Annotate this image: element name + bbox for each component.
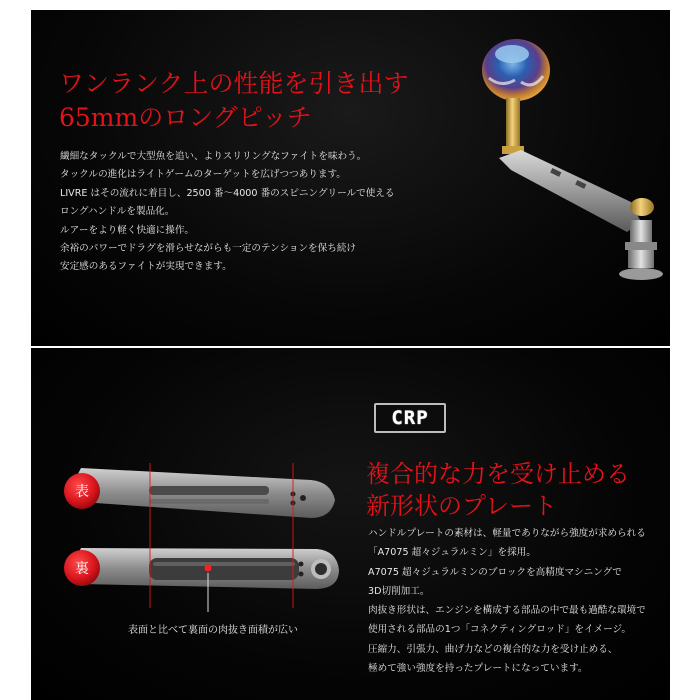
gold-shaft — [506, 98, 520, 150]
crp-badge-label: CRP — [391, 407, 429, 429]
top-body-line: ロングハンドルを製品化。 — [60, 206, 175, 218]
bottom-body-line: A7075 超々ジュラルミンのブロックを高精度マシニングで — [368, 566, 622, 578]
top-body-line: 余裕のパワーでドラグを滑らせながらも一定のテンションを保ち続け — [60, 243, 357, 255]
top-body-line: 繊細なタックルで大型魚を追い、よりスリリングなファイトを味わう。 — [60, 151, 367, 162]
bottom-body-text — [368, 524, 646, 678]
bottom-body-line: 使用される部品の1つ「コネクティングロッド」をイメージ。 — [368, 624, 631, 636]
crp-badge — [374, 403, 446, 433]
gold-nut — [630, 198, 654, 216]
top-body-line: LIVRE はその流れに着目し、2500 番～4000 番のスピニングリールで使える — [60, 187, 395, 199]
handle-product-image — [31, 10, 670, 346]
top-panel — [31, 10, 670, 346]
bottom-body-line: 「A7075 超々ジュラルミン」を採用。 — [368, 547, 536, 559]
bottom-body-line: 3D切削加工。 — [368, 585, 430, 597]
plates-illustration — [31, 408, 351, 698]
bottom-headline-line1: 複合的な力を受け止める — [366, 460, 630, 488]
bottom-body-line: ハンドルプレートの素材は、軽量でありながら強度が求められる — [368, 528, 646, 539]
top-body-line: タックルの進化はライトゲームのターゲットを広げつつあります。 — [60, 169, 346, 181]
back-plate — [64, 548, 339, 589]
front-plate-label: 表 — [75, 484, 89, 500]
bottom-panel — [31, 348, 670, 700]
plate-caption: 表面と比べて裏面の肉抜き面積が広い — [128, 625, 298, 636]
bottom-headline-line2: 新形状のプレート — [366, 492, 558, 520]
bottom-body-line: 圧縮力、引張力、曲げ力などの複合的な力を受け止める、 — [368, 643, 618, 655]
bottom-body-line: 極めて強い強度を持ったプレートになっています。 — [368, 663, 588, 675]
top-body-line: 安定感のあるファイトが実現できます。 — [60, 261, 232, 273]
back-plate-label: 裏 — [75, 561, 89, 577]
front-plate — [64, 468, 335, 518]
top-headline-line2: 65mmのロングピッチ — [59, 103, 312, 132]
handle-arm — [499, 150, 641, 232]
handle-knob — [482, 39, 550, 101]
highlight-dot — [205, 565, 212, 572]
top-headline-line1: ワンランク上の性能を引き出す — [59, 69, 409, 98]
top-body-line: ルアーをより軽く快適に操作。 — [60, 224, 195, 236]
bottom-body-line: 肉抜き形状は、エンジンを構成する部品の中で最も過酷な環境で — [368, 605, 646, 617]
